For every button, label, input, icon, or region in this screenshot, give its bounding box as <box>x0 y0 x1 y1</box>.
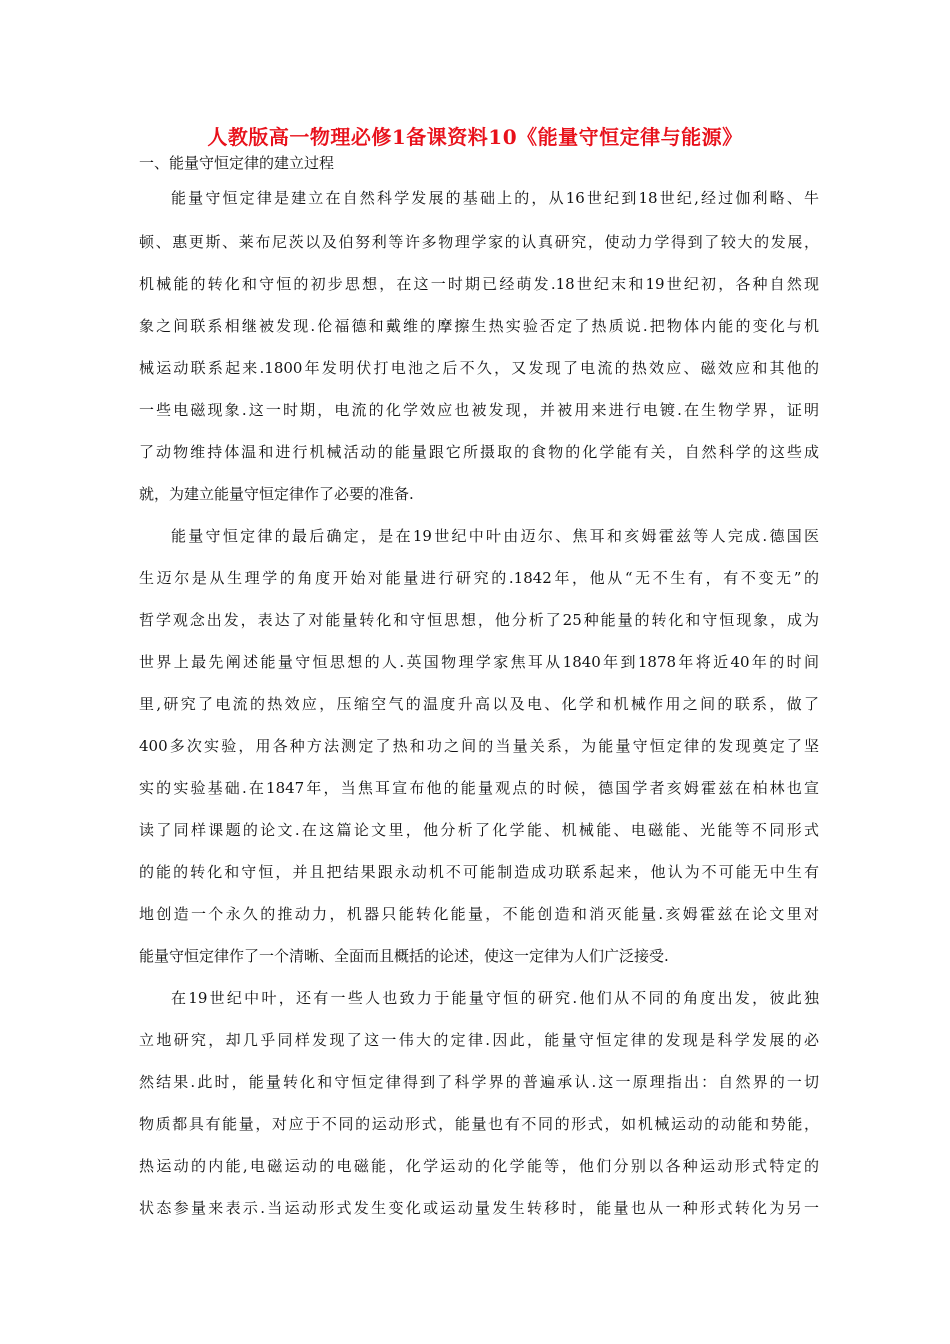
paragraph-2-line: 实的实验基础.在1847年，当焦耳宣布他的能量观点的时候，德国学者亥姆霍兹在柏林也宣 <box>139 779 819 797</box>
paragraph-3-line: 状态参量来表示.当运动形式发生变化或运动量发生转移时，能量也从一种形式转化为另一 <box>139 1199 819 1217</box>
document-title: 人教版高一物理必修1备课资料10《能量守恒定律与能源》 <box>207 125 743 149</box>
paragraph-2-line: 世界上最先阐述能量守恒思想的人.英国物理学家焦耳从1840年到1878年将近40年的时间 <box>139 653 819 671</box>
paragraph-1-line: 了动物维持体温和进行机械活动的能量跟它所摄取的食物的化学能有关，自然科学的这些成 <box>139 443 819 461</box>
paragraph-1-line: 机械能的转化和守恒的初步思想，在这一时期已经萌发.18世纪末和19世纪初，各种自然现 <box>139 275 819 293</box>
paragraph-1-line: 械运动联系起来.1800年发明伏打电池之后不久，又发现了电流的热效应、磁效应和其他的 <box>139 359 819 377</box>
paragraph-3-line: 在19世纪中叶，还有一些人也致力于能量守恒的研究.他们从不同的角度出发，彼此独 <box>171 989 819 1007</box>
paragraph-3-line: 然结果.此时，能量转化和守恒定律得到了科学界的普遍承认.这一原理指出：自然界的一切 <box>139 1073 819 1091</box>
paragraph-2-line: 地创造一个永久的推动力，机器只能转化能量，不能创造和消灭能量.亥姆霍兹在论文里对 <box>139 905 819 923</box>
paragraph-2-line: 哲学观念出发，表达了对能量转化和守恒思想，他分析了25种能量的转化和守恒现象，成为 <box>139 611 819 629</box>
paragraph-1-line: 能量守恒定律是建立在自然科学发展的基础上的，从16世纪到18世纪,经过伽利略、牛 <box>171 189 819 207</box>
paragraph-1-line: 顿、惠更斯、莱布尼茨以及伯努利等许多物理学家的认真研究，使动力学得到了较大的发展， <box>139 233 819 251</box>
paragraph-2-line: 读了同样课题的论文.在这篇论文里，他分析了化学能、机械能、电磁能、光能等不同形式 <box>139 821 819 839</box>
paragraph-3-line: 热运动的内能,电磁运动的电磁能，化学运动的化学能等，他们分别以各种运动形式特定的 <box>139 1157 819 1175</box>
paragraph-3-line: 物质都具有能量，对应于不同的运动形式，能量也有不同的形式，如机械运动的动能和势能， <box>139 1115 819 1133</box>
paragraph-3-line: 立地研究，却几乎同样发现了这一伟大的定律.因此，能量守恒定律的发现是科学发展的必 <box>139 1031 819 1049</box>
paragraph-2-line: 的能的转化和守恒，并且把结果跟永动机不可能制造成功联系起来，他认为不可能无中生有 <box>139 863 819 881</box>
paragraph-2-line: 能量守恒定律作了一个清晰、全面而且概括的论述，使这一定律为人们广泛接受. <box>139 947 669 965</box>
section-heading: 一、能量守恒定律的建立过程 <box>139 154 335 172</box>
paragraph-1-line: 象之间联系相继被发现.伦福德和戴维的摩擦生热实验否定了热质说.把物体内能的变化与机 <box>139 317 819 335</box>
paragraph-1-line: 一些电磁现象.这一时期，电流的化学效应也被发现，并被用来进行电镀.在生物学界，证明 <box>139 401 819 419</box>
paragraph-2-line: 生迈尔是从生理学的角度开始对能量进行研究的.1842年，他从“无不生有，有不变无”的 <box>139 569 819 587</box>
paragraph-2-line: 里,研究了电流的热效应，压缩空气的温度升高以及电、化学和机械作用之间的联系，做了 <box>139 695 819 713</box>
paragraph-2-line: 400多次实验，用各种方法测定了热和功之间的当量关系，为能量守恒定律的发现奠定了坚 <box>139 737 819 755</box>
paragraph-2-line: 能量守恒定律的最后确定，是在19世纪中叶由迈尔、焦耳和亥姆霍兹等人完成.德国医 <box>171 527 819 545</box>
paragraph-1-line: 就，为建立能量守恒定律作了必要的准备. <box>139 485 414 503</box>
